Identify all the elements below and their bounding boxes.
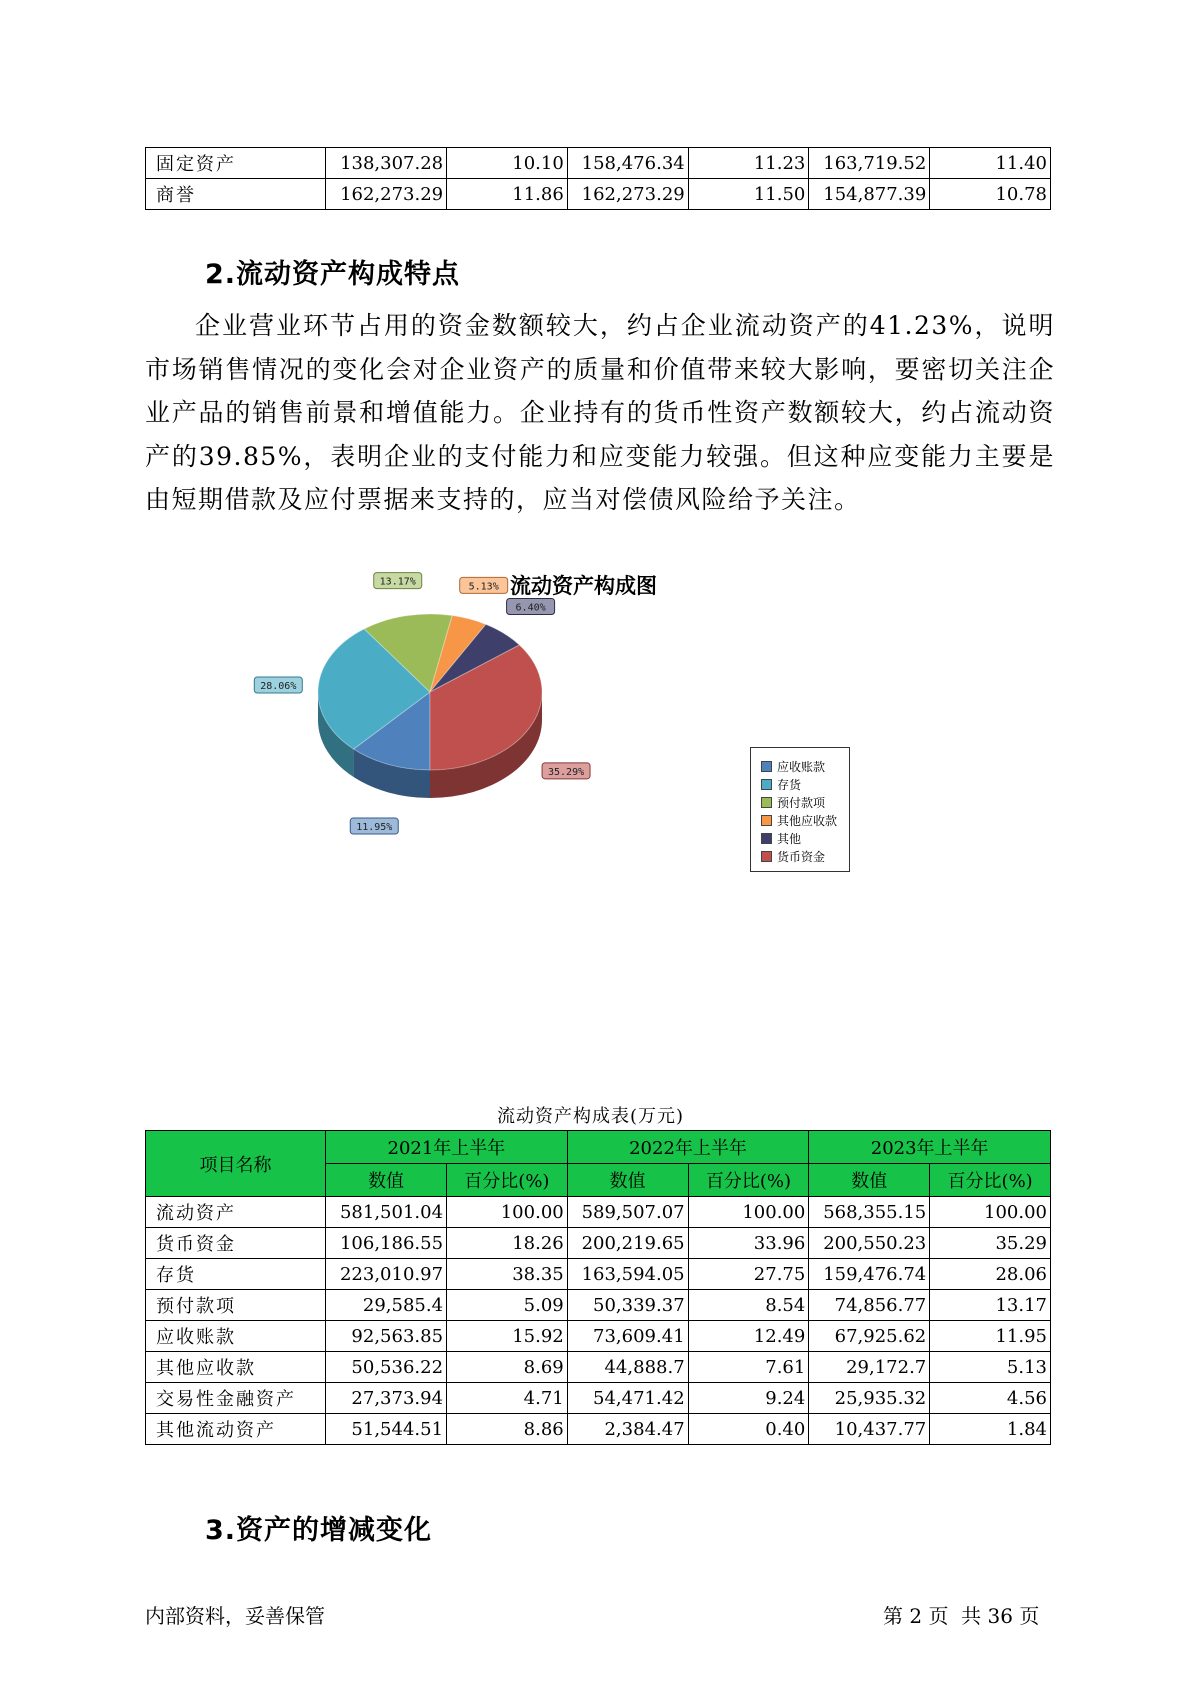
legend-item (761, 829, 849, 847)
cell-percent: 10.78 (930, 179, 1051, 210)
table-row (146, 1228, 1051, 1259)
row-label: 流动资产 (146, 1197, 326, 1228)
table-row (146, 1259, 1051, 1290)
cell-percent: 100.00 (447, 1197, 568, 1228)
row-label: 其他应收款 (146, 1352, 326, 1383)
legend-label: 存货 (777, 777, 802, 792)
section-3-heading: 3.资产的增减变化 (205, 1515, 433, 1546)
row-label: 交易性金融资产 (146, 1383, 326, 1414)
cell-value: 158,476.34 (567, 148, 688, 179)
cell-value: 162,273.29 (326, 179, 447, 210)
cell-percent: 35.29 (930, 1228, 1051, 1259)
cell-percent: 12.49 (688, 1321, 809, 1352)
table-row (146, 148, 1051, 179)
legend-label: 其他应收款 (777, 813, 838, 828)
cell-value: 159,476.74 (809, 1259, 930, 1290)
cell-percent: 4.56 (930, 1383, 1051, 1414)
svg-text:6.40%: 6.40% (515, 602, 546, 614)
cell-percent: 13.17 (930, 1290, 1051, 1321)
cell-percent: 100.00 (930, 1197, 1051, 1228)
legend-item (761, 811, 849, 829)
cell-percent: 11.86 (447, 179, 568, 210)
cell-percent: 0.40 (688, 1414, 809, 1445)
table-row (146, 1383, 1051, 1414)
cell-percent: 5.13 (930, 1352, 1051, 1383)
header-year-2021: 2021年上半年 (326, 1131, 568, 1164)
cell-value: 10,437.77 (809, 1414, 930, 1445)
legend-item (761, 775, 849, 793)
cell-value: 581,501.04 (326, 1197, 447, 1228)
legend-item (761, 793, 849, 811)
legend-swatch (761, 815, 772, 826)
cell-value: 27,373.94 (326, 1383, 447, 1414)
cell-value: 50,536.22 (326, 1352, 447, 1383)
cell-percent: 8.54 (688, 1290, 809, 1321)
pie-data-label (254, 677, 302, 693)
table-row (146, 1290, 1051, 1321)
cell-value: 162,273.29 (567, 179, 688, 210)
table-row (146, 1321, 1051, 1352)
header-percent: 百分比(%) (688, 1164, 809, 1197)
cell-value: 67,925.62 (809, 1321, 930, 1352)
legend-swatch (761, 779, 772, 790)
legend-label: 预付款项 (777, 795, 826, 810)
table-row (146, 1352, 1051, 1383)
cell-percent: 10.10 (447, 148, 568, 179)
row-label: 存货 (146, 1259, 326, 1290)
table-row (146, 1414, 1051, 1445)
header-percent: 百分比(%) (930, 1164, 1051, 1197)
legend-item (761, 757, 849, 775)
cell-value: 2,384.47 (567, 1414, 688, 1445)
cell-percent: 8.86 (447, 1414, 568, 1445)
cell-value: 138,307.28 (326, 148, 447, 179)
cell-value: 568,355.15 (809, 1197, 930, 1228)
svg-text:28.06%: 28.06% (260, 680, 297, 692)
cell-percent: 9.24 (688, 1383, 809, 1414)
cell-percent: 7.61 (688, 1352, 809, 1383)
cell-value: 200,550.23 (809, 1228, 930, 1259)
header-year-2022: 2022年上半年 (567, 1131, 809, 1164)
table-row (146, 179, 1051, 210)
footer-left: 内部资料，妥善保管 (145, 1604, 325, 1628)
header-year-2023: 2023年上半年 (809, 1131, 1051, 1164)
pie-data-label (460, 577, 508, 593)
chart-title: 流动资产构成图 (510, 574, 657, 598)
row-label: 货币资金 (146, 1228, 326, 1259)
row-label: 应收账款 (146, 1321, 326, 1352)
cell-percent: 15.92 (447, 1321, 568, 1352)
legend-swatch (761, 851, 772, 862)
footer-right: 第 2 页 共 36 页 (883, 1604, 1040, 1628)
cell-percent: 5.09 (447, 1290, 568, 1321)
cell-percent: 1.84 (930, 1414, 1051, 1445)
cell-percent: 100.00 (688, 1197, 809, 1228)
cell-percent: 28.06 (930, 1259, 1051, 1290)
svg-text:5.13%: 5.13% (468, 581, 499, 593)
svg-text:13.17%: 13.17% (379, 576, 416, 588)
cell-value: 29,585.4 (326, 1290, 447, 1321)
legend-swatch (761, 833, 772, 844)
row-label: 预付款项 (146, 1290, 326, 1321)
row-label: 固定资产 (146, 148, 326, 179)
cell-percent: 11.50 (688, 179, 809, 210)
cell-percent: 33.96 (688, 1228, 809, 1259)
legend-swatch (761, 761, 772, 772)
cell-value: 25,935.32 (809, 1383, 930, 1414)
cell-percent: 8.69 (447, 1352, 568, 1383)
current-assets-table (145, 1130, 1051, 1445)
section-2-paragraph: 企业营业环节占用的资金数额较大，约占企业流动资产的41.23%，说明市场销售情况的变化会对企业资产的质量和价值带来较大影响，要密切关注企业产品的销售前景和增值能力。企业持有的货币性资产数额较大，约占流动资产的39.85%，表明企业的支付能力和应变能力较强。但这种应变能力主要是由短期借款及应付票据来支持的，应当对偿债风险给予关注。 (145, 311, 1055, 514)
cell-percent: 11.23 (688, 148, 809, 179)
top-table (145, 147, 1051, 210)
cell-value: 51,544.51 (326, 1414, 447, 1445)
pie-data-label (507, 599, 555, 615)
cell-value: 29,172.7 (809, 1352, 930, 1383)
cell-percent: 11.40 (930, 148, 1051, 179)
chart-legend (750, 747, 850, 872)
svg-text:35.29%: 35.29% (547, 766, 585, 778)
row-label: 其他流动资产 (146, 1414, 326, 1445)
legend-label: 货币资金 (777, 849, 826, 864)
cell-percent: 11.95 (930, 1321, 1051, 1352)
header-value: 数值 (326, 1164, 447, 1197)
cell-percent: 38.35 (447, 1259, 568, 1290)
cell-value: 54,471.42 (567, 1383, 688, 1414)
cell-value: 223,010.97 (326, 1259, 447, 1290)
cell-value: 154,877.39 (809, 179, 930, 210)
cell-percent: 27.75 (688, 1259, 809, 1290)
table-caption: 流动资产构成表(万元) (497, 1106, 685, 1127)
legend-item (761, 847, 849, 865)
cell-value: 163,594.05 (567, 1259, 688, 1290)
svg-text:11.95%: 11.95% (356, 822, 393, 834)
cell-value: 200,219.65 (567, 1228, 688, 1259)
cell-value: 74,856.77 (809, 1290, 930, 1321)
legend-label: 其他 (777, 831, 802, 846)
pie-data-label (542, 763, 590, 779)
table-row (146, 1197, 1051, 1228)
section-2-heading: 2.流动资产构成特点 (205, 259, 461, 290)
cell-percent: 18.26 (447, 1228, 568, 1259)
cell-value: 50,339.37 (567, 1290, 688, 1321)
header-value: 数值 (567, 1164, 688, 1197)
pie-data-label (374, 573, 422, 589)
cell-value: 73,609.41 (567, 1321, 688, 1352)
row-label: 商誉 (146, 179, 326, 210)
legend-swatch (761, 797, 772, 808)
legend-label: 应收账款 (777, 759, 826, 774)
cell-value: 106,186.55 (326, 1228, 447, 1259)
header-value: 数值 (809, 1164, 930, 1197)
header-item-name: 项目名称 (146, 1131, 326, 1197)
pie-data-label (350, 818, 398, 834)
cell-value: 92,563.85 (326, 1321, 447, 1352)
cell-value: 163,719.52 (809, 148, 930, 179)
cell-value: 589,507.07 (567, 1197, 688, 1228)
cell-percent: 4.71 (447, 1383, 568, 1414)
header-percent: 百分比(%) (447, 1164, 568, 1197)
cell-value: 44,888.7 (567, 1352, 688, 1383)
